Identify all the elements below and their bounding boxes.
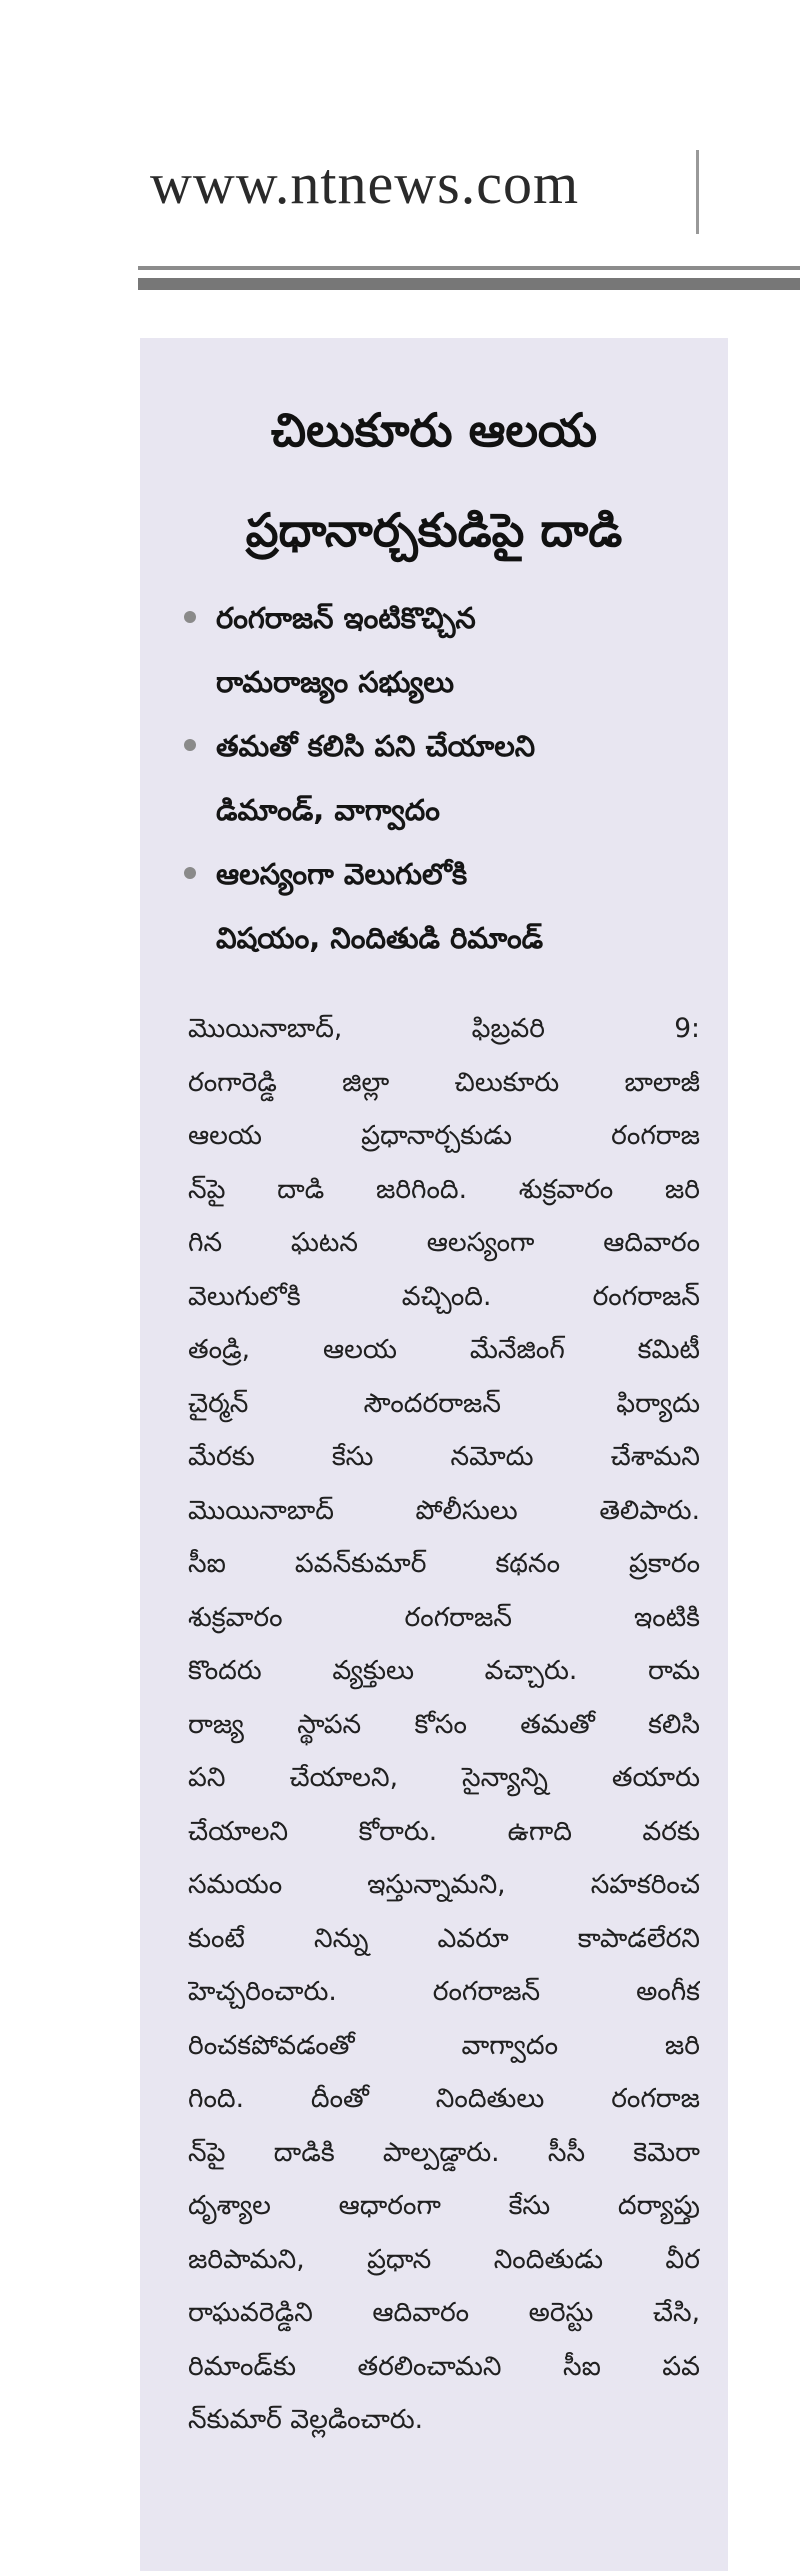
- body-line: న్‌పై దాడి జరిగింది. శుక్రవారం జరి: [188, 1173, 700, 1205]
- body-line: మేరకు కేసు నమోదు చేశామని: [188, 1441, 700, 1472]
- article-headline: [140, 380, 728, 580]
- highlight-item: [178, 842, 698, 970]
- body-line: జరిపామని, ప్రధాన నిందితుడు వీర: [188, 2243, 700, 2275]
- highlight-line: రంగరాజన్ ఇంటికొచ్చిన: [216, 601, 476, 635]
- highlight-line: రామరాజ్యం సభ్యులు: [216, 665, 454, 699]
- body-line: గిన ఘటన ఆలస్యంగా ఆదివారం: [188, 1227, 700, 1258]
- body-line: మొయినాబాద్, ఫిబ్రవరి 9:: [188, 1013, 700, 1044]
- masthead-divider: [696, 150, 699, 234]
- highlight-line: తమతో కలిసి పని చేయాలని: [216, 729, 536, 763]
- highlight-line: డిమాండ్, వాగ్వాదం: [216, 793, 440, 827]
- body-line: తండ్రి, ఆలయ మేనేజింగ్ కమిటీ: [188, 1334, 700, 1365]
- highlight-line: ఆలస్యంగా వెలుగులోకి: [216, 857, 468, 891]
- bullet-icon: [184, 739, 196, 751]
- highlight-item: [178, 714, 698, 842]
- body-line: రిమాండ్‌కు తరలించామని సీఐ పవ: [188, 2350, 700, 2382]
- body-line: రంగారెడ్డి జిల్లా చిలుకూరు బాలాజీ: [188, 1066, 700, 1098]
- body-line: శుక్రవారం రంగరాజన్ ఇంటికి: [188, 1601, 700, 1633]
- body-line: పని చేయాలని, సైన్యాన్ని తయారు: [188, 1762, 700, 1793]
- headline-line: ప్రధానార్చకుడిపై దాడి: [245, 503, 623, 557]
- article-body: [188, 1002, 700, 2447]
- body-line: చేయాలని కోరారు. ఉగాది వరకు: [188, 1815, 700, 1847]
- body-line: గింది. దీంతో నిందితులు రంగరాజ: [188, 2083, 700, 2114]
- masthead-url: www.ntnews.com: [150, 151, 580, 216]
- highlights-list: [178, 586, 698, 970]
- body-line: ఆలయ ప్రధానార్చకుడు రంగరాజ: [188, 1120, 700, 1151]
- body-line: రించకపోవడంతో వాగ్వాదం జరి: [188, 2029, 700, 2061]
- body-line: చైర్మన్ సౌందరరాజన్ ఫిర్యాదు: [188, 1387, 700, 1419]
- highlight-item: [178, 586, 698, 714]
- bullet-icon: [184, 867, 196, 879]
- header-rule-thick: [138, 278, 800, 290]
- body-line: కొందరు వ్యక్తులు వచ్చారు. రామ: [188, 1655, 700, 1686]
- body-line: సీఐ పవన్‌కుమార్ కథనం ప్రకారం: [188, 1548, 700, 1579]
- body-line: న్‌కుమార్ వెల్లడించారు.: [188, 2404, 424, 2435]
- header-rule-thin: [138, 266, 800, 270]
- body-line: హెచ్చరించారు. రంగరాజన్ అంగీక: [188, 1976, 700, 2007]
- highlight-line: విషయం, నిందితుడి రిమాండ్: [216, 921, 544, 955]
- body-line: రాఘవరెడ్డిని ఆదివారం అరెస్టు చేసి,: [188, 2297, 700, 2328]
- bullet-icon: [184, 611, 196, 623]
- body-line: మొయినాబాద్ పోలీసులు తెలిపారు.: [188, 1494, 700, 1526]
- body-line: రాజ్య స్థాపన కోసం తమతో కలిసి: [188, 1708, 700, 1740]
- body-line: దృశ్యాల ఆధారంగా కేసు దర్యాప్తు: [188, 2190, 700, 2221]
- body-line: సమయం ఇస్తున్నామని, సహకరించ: [188, 1869, 700, 1900]
- body-line: కుంటే నిన్ను ఎవరూ కాపాడలేరని: [188, 1922, 700, 1954]
- body-line: వెలుగులోకి వచ్చింది. రంగరాజన్: [188, 1280, 700, 1312]
- headline-line: చిలుకూరు ఆలయ: [270, 403, 598, 457]
- body-line: న్‌పై దాడికి పాల్పడ్డారు. సీసీ కెమెరా: [188, 2136, 700, 2168]
